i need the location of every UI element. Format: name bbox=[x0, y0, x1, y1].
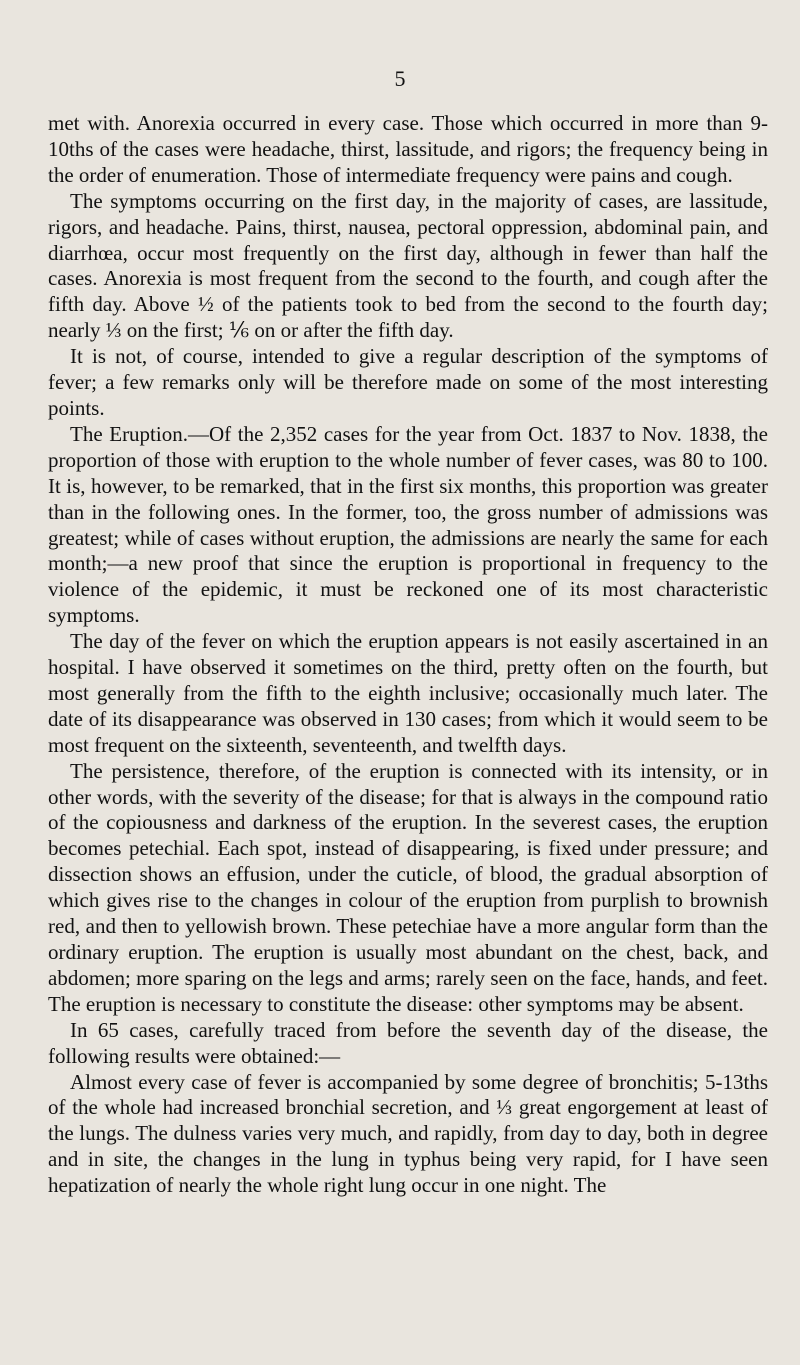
paragraph-eruption-day: The day of the fever on which the eruption appears is not easily ascertained in an hospital. I have observed it sometimes on the third, pretty often on the fourth, but most generally from the fifth to the eighth inclusive; occasionally much later. The date of its disappearance was observed in 130 cases; from which it would seem to be most frequent on the sixteenth, seventeenth, and twelfth days. bbox=[48, 629, 768, 757]
paragraph-bronchitis: Almost every case of fever is accompanied by some degree of bronchitis; 5-13ths of the whole had increased bronchial secretion, and ⅓ great engorgement at least of the lungs. The dulness varies very much, and rapidly, from day to day, both in degree and in site, the changes in the lung in typhus being very rapid, for I have seen hepatization of nearly the whole right lung occur in one night. The bbox=[48, 1069, 768, 1198]
paragraph-65-cases: In 65 cases, carefully traced from before the seventh day of the disease, the following results were obtained:— bbox=[48, 1017, 768, 1068]
paragraph-first-day-symptoms: The symptoms occurring on the first day, in the majority of cases, are lassitude, rigors, and headache. Pains, thirst, nausea, pectoral oppression, abdominal pain, and diarrhœa, occur most frequently on the first day, although in fewer than half the cases. Anorexia is most frequent from the second to the fourth, and cough after the fifth day. Above ½ of the patients took to bed from the second to the fourth day; nearly ⅓ on the first; ⅙ on or after the fifth day. bbox=[48, 188, 768, 343]
body-text bbox=[48, 111, 768, 1199]
paragraph-description-note: It is not, of course, intended to give a regular description of the symptoms of fever; a few remarks only will be therefore made on some of the most interesting points. bbox=[48, 344, 768, 420]
paragraph-persistence: The persistence, therefore, of the eruption is connected with its intensity, or in other words, with the severity of the disease; for that is always in the compound ratio of the copiousness and darkness of the eruption. In the severest cases, the eruption becomes petechial. Each spot, instead of disappearing, is fixed under pressure; and dissection shows an effusion, under the cuticle, of blood, the gradual absorption of which gives rise to the changes in colour of the eruption from purplish to brownish red, and then to yellowish brown. These petechiae have a more angular form than the ordinary eruption. The eruption is usually most abundant on the chest, back, and abdomen; more sparing on the legs and arms; rarely seen on the face, hands, and feet. The eruption is necessary to constitute the disease: other symptoms may be absent. bbox=[48, 758, 768, 1016]
page-number: 5 bbox=[394, 66, 406, 91]
paragraph-anorexia: met with. Anorexia occurred in every case. Those which occurred in more than 9-10ths of the cases were headache, thirst, lassitude, and rigors; the frequency being in the order of enumeration. Those of intermediate frequency were pains and cough. bbox=[48, 111, 768, 187]
paragraph-eruption: The Eruption.—Of the 2,352 cases for the year from Oct. 1837 to Nov. 1838, the proportion of those with eruption to the whole number of fever cases, was 80 to 100. It is, however, to be remarked, that in the first six months, this proportion was greater than in the following ones. In the former, too, the gross number of admissions was greatest; while of cases without eruption, the admissions are nearly the same for each month;—a new proof that since the eruption is proportional in frequency to the violence of the epidemic, it must be reckoned one of its most characteristic symptoms. bbox=[48, 421, 768, 628]
